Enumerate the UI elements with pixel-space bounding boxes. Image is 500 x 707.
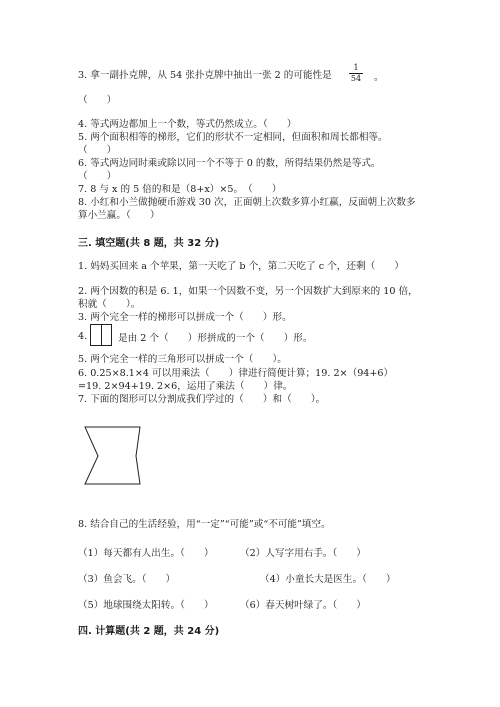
question-8-line2: 算小兰赢。（ ） xyxy=(78,210,160,221)
fill-question-6-line2: =19. 2×94+19. 2×6，运用了乘法（ ）律。 xyxy=(78,381,293,392)
fill-question-8-item: （1）每天都有人出生。（ ） xyxy=(78,548,214,559)
question-8-line1: 8. 小红和小兰做抛硬币游戏 30 次，正面朝上次数多算小红赢，反面朝上次数多 xyxy=(78,197,416,208)
fill-question-8-item: （3）鱼会飞。（ ） xyxy=(78,574,176,585)
fill-question-4-number: 4. xyxy=(78,331,88,342)
fraction-denominator: 54 xyxy=(350,74,362,83)
fill-question-1: 1. 妈妈买回来 a 个苹果，第一天吃了 b 个，第二天吃了 c 个，还剩（ ） xyxy=(78,261,404,272)
question-6-answer: （ ） xyxy=(78,171,117,182)
composite-shape-figure xyxy=(84,426,148,486)
question-3-answer: （ ） xyxy=(78,95,117,106)
fill-question-8-item: （5）地球围绕太阳转。（ ） xyxy=(78,600,214,611)
fill-question-7: 7. 下面的图形可以分割成我们学过的（ ）和（ ）。 xyxy=(78,394,326,405)
question-3 xyxy=(78,69,332,82)
fill-question-2-line2: 积就（ ）。 xyxy=(78,299,141,310)
question-6: 6. 等式两边同时乘或除以同一个不等于 0 的数，所得结果仍然是等式。 xyxy=(78,158,381,169)
fill-question-8-item: （6）春天树叶绿了。（ ） xyxy=(240,600,367,611)
question-5-answer: （ ） xyxy=(78,145,117,156)
fill-question-2-line1: 2. 两个因数的积是 6. 1，如果一个因数不变，另一个因数扩大到原来的 10 倍， xyxy=(78,286,418,297)
section-heading-calculation: 四. 计算题(共 2 题，共 24 分) xyxy=(78,626,220,637)
fill-question-5: 5. 两个完全一样的三角形可以拼成一个（ ）。 xyxy=(78,354,287,365)
fraction xyxy=(349,63,363,84)
fill-question-4-text: 是由 2 个（ ）形拼成的一个（ ）形。 xyxy=(118,333,313,344)
fraction-numerator: 1 xyxy=(353,63,359,72)
question-5: 5. 两个面积相等的梯形，它们的形状不一定相同，但面积和周长都相等。 xyxy=(78,132,388,143)
question-3-text: 3. 拿一副扑克牌，从 54 张扑克牌中抽出一张 2 的可能性是 xyxy=(78,70,332,81)
question-4: 4. 等式两边都加上一个数，等式仍然成立。（ ） xyxy=(78,119,297,130)
fill-question-3: 3. 两个完全一样的梯形可以拼成一个（ ）形。 xyxy=(78,312,292,323)
fill-question-6-line1: 6. 0.25×8.1×4 可以用乘法（ ）律进行简便计算；19. 2×（94+6） xyxy=(78,368,394,379)
question-3-tail: 。 xyxy=(374,72,384,83)
section-heading-fill-in: 三. 填空题(共 8 题，共 32 分) xyxy=(78,238,220,249)
fill-question-8: 8. 结合自己的生活经验，用“一定”“可能”或“不可能”填空。 xyxy=(78,519,331,530)
fill-question-8-item: （2）人写字用右手。（ ） xyxy=(240,548,367,559)
fill-question-8-item: （4）小童长大是医生。（ ） xyxy=(260,574,396,585)
two-rectangles-figure xyxy=(90,324,112,346)
question-7: 7. 8 与 x 的 5 倍的和是（8+x）×5。 （ ） xyxy=(78,184,282,195)
